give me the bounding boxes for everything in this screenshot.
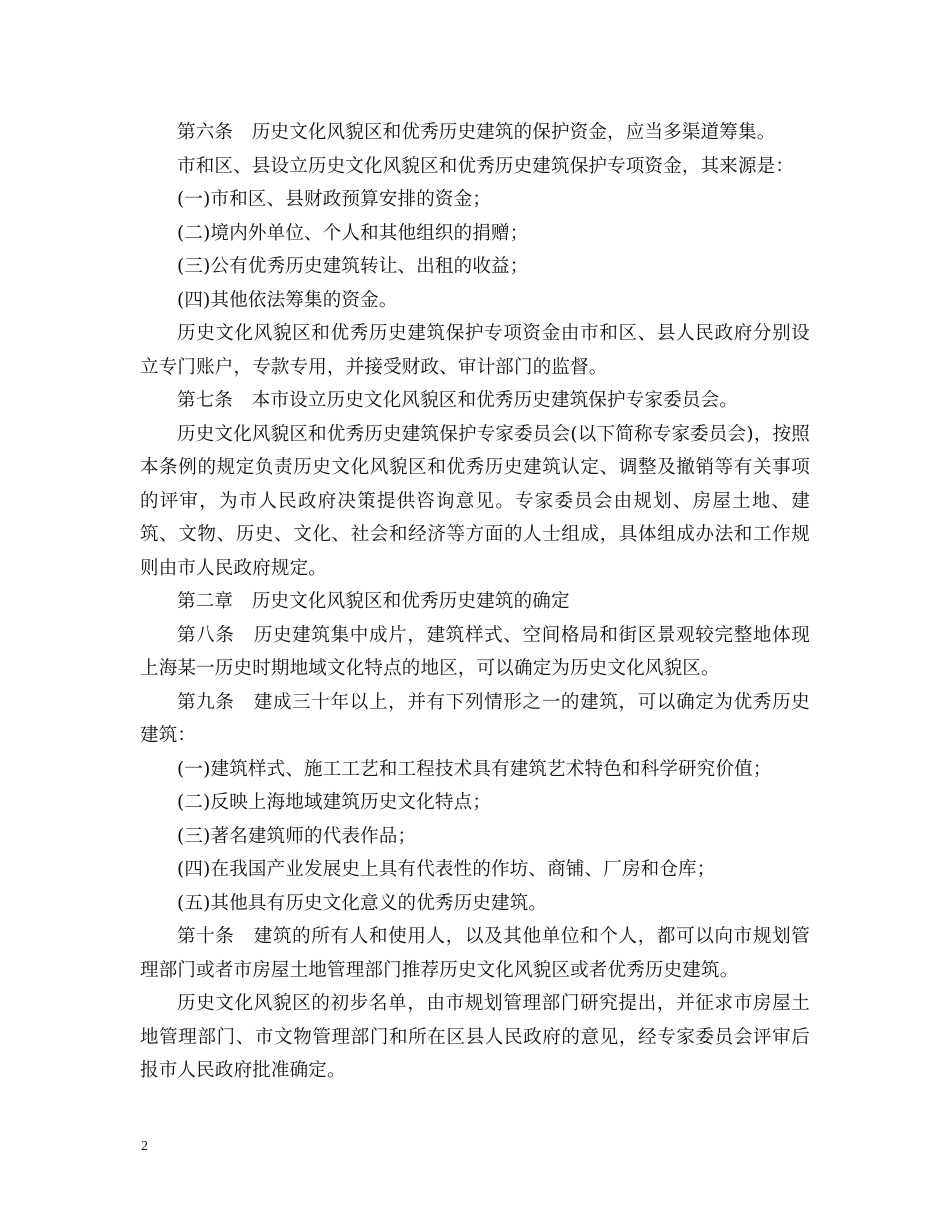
paragraph-fund-sources: 市和区、县设立历史文化风貌区和优秀历史建筑保护专项资金，其来源是： (177, 155, 795, 177)
list-item-fund-2: (二)境内外单位、个人和其他组织的捐赠； (177, 222, 529, 244)
list-item-building-1: (一)建筑样式、施工工艺和工程技术具有建筑艺术特色和科学研究价值； (177, 758, 772, 780)
list-item-fund-3: (三)公有优秀历史建筑转让、出租的收益； (177, 256, 529, 277)
paragraph-article-9: 第九条 建成三十年以上，并有下列情形之一的建筑，可以确定为优秀历史建筑： (140, 691, 810, 746)
paragraph-article-8: 第八条 历史建筑集中成片，建筑样式、空间格局和街区景观较完整地体现上海某一历史时期地域文化特点的地区，可以确定为历史文化风貌区。 (140, 624, 810, 679)
document-body (140, 116, 810, 1088)
list-item-building-3: (三)著名建筑师的代表作品； (177, 825, 417, 847)
paragraph-article-7: 第七条 本市设立历史文化风貌区和优秀历史建筑保护专家委员会。 (177, 390, 739, 411)
list-item-fund-4: (四)其他依法筹集的资金。 (177, 289, 398, 311)
paragraph-special-account: 历史文化风貌区和优秀历史建筑保护专项资金由市和区、县人民政府分别设立专门账户，专款专用，并接受财政、审计部门的监督。 (140, 323, 810, 378)
paragraph-article-10: 第十条 建筑的所有人和使用人，以及其他单位和个人，都可以向市规划管理部门或者市房屋土地管理部门推荐历史文化风貌区或者优秀历史建筑。 (140, 926, 810, 981)
paragraph-expert-committee: 历史文化风貌区和优秀历史建筑保护专家委员会(以下简称专家委员会)，按照本条例的规定负责历史文化风貌区和优秀历史建筑认定、调整及撤销等有关事项的评审，为市人民政府决策提供咨询意见。专家委员会由规划、房屋土地、建筑、文物、历史、文化、社会和经济等方面的人士组成，具体组成办法和工作规则由市人民政府规定。 (140, 423, 810, 579)
list-item-building-2: (二)反映上海地域建筑历史文化特点； (177, 792, 492, 813)
list-item-fund-1: (一)市和区、县财政预算安排的资金； (177, 189, 492, 210)
chapter-heading-2: 第二章 历史文化风貌区和优秀历史建筑的确定 (177, 591, 570, 612)
page-number: 2 (141, 1139, 148, 1154)
list-item-building-5: (五)其他具有历史文化意义的优秀历史建筑。 (177, 892, 548, 914)
list-item-building-4: (四)在我国产业发展史上具有代表性的作坊、商铺、厂房和仓库； (177, 859, 716, 880)
paragraph-article-6: 第六条 历史文化风貌区和优秀历史建筑的保护资金，应当多渠道筹集。 (177, 122, 776, 143)
paragraph-preliminary-list: 历史文化风貌区的初步名单，由市规划管理部门研究提出，并征求市房屋土地管理部门、市文物管理部门和所在区县人民政府的意见，经专家委员会评审后报市人民政府批准确定。 (140, 993, 810, 1081)
